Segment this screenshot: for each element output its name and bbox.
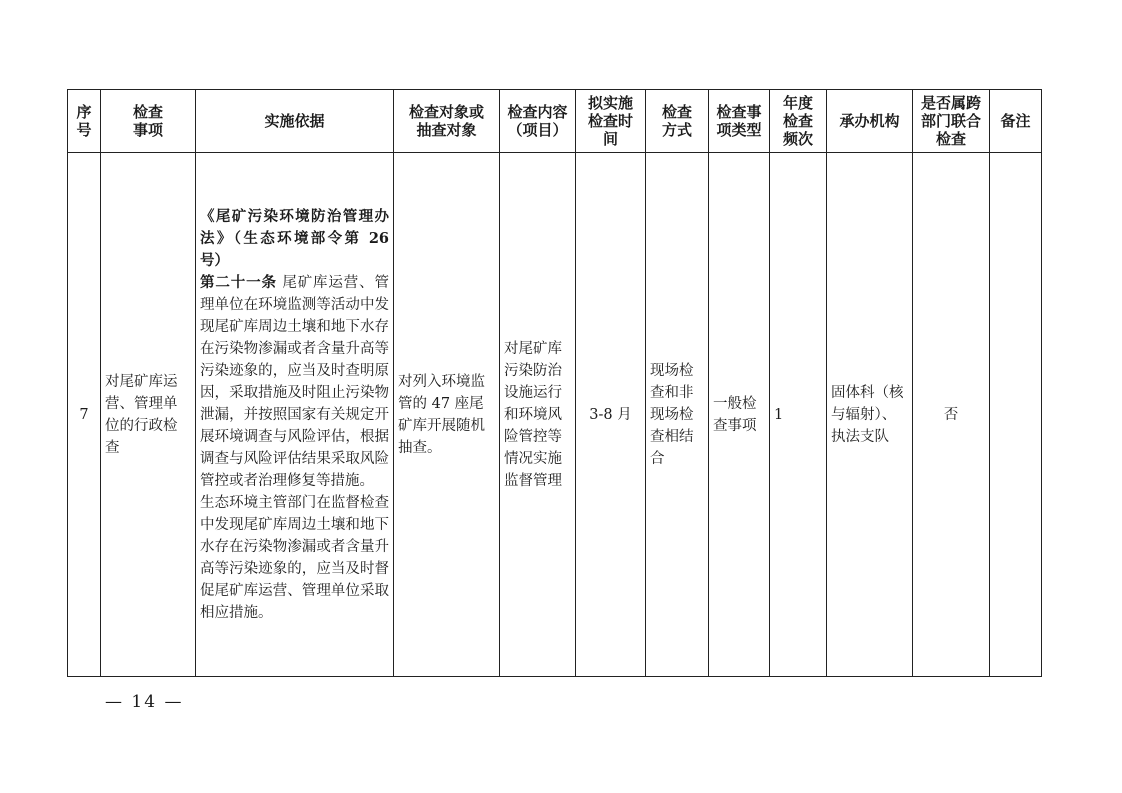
cell-item: 对尾矿库运营、管理单位的行政检查 xyxy=(101,153,196,677)
table-row xyxy=(68,153,1042,677)
cell-note xyxy=(990,153,1042,677)
cell-freq: 1 xyxy=(770,153,827,677)
basis-article xyxy=(200,272,389,492)
header-seq: 序 号 xyxy=(68,90,101,153)
basis-paragraph2: 生态环境主管部门在监督检查中发现尾矿库周边土壤和地下水存在污染物渗漏或者含量升高等污染迹象的，应当及时督促尾矿库运营、管理单位采取相应措施。 xyxy=(200,494,389,621)
header-row xyxy=(68,90,1042,153)
cell-type: 一般检查事项 xyxy=(709,153,770,677)
cell-seq: 7 xyxy=(68,153,101,677)
header-item: 检查 事项 xyxy=(101,90,196,153)
basis-title: 《尾矿污染环境防治管理办法》（生态环境部令第 26 号） xyxy=(200,207,389,269)
header-freq: 年度 检查 频次 xyxy=(770,90,827,153)
cell-content: 对尾矿库污染防治设施运行和环境风险管控等情况实施监督管理 xyxy=(500,153,576,677)
header-basis: 实施依据 xyxy=(196,90,394,153)
header-method: 检查 方式 xyxy=(646,90,709,153)
cell-basis xyxy=(196,153,394,677)
header-joint: 是否属跨 部门联合 检查 xyxy=(913,90,990,153)
header-time: 拟实施 检查时 间 xyxy=(576,90,646,153)
page-number: — 14 — xyxy=(105,692,184,712)
header-type: 检查事 项类型 xyxy=(709,90,770,153)
header-org: 承办机构 xyxy=(827,90,913,153)
cell-time: 3-8 月 xyxy=(576,153,646,677)
cell-method: 现场检查和非现场检查相结合 xyxy=(646,153,709,677)
inspection-table xyxy=(67,89,1042,677)
cell-org: 固体科（核与辐射）、执法支队 xyxy=(827,153,913,677)
header-note: 备注 xyxy=(990,90,1042,153)
header-object: 检查对象或 抽查对象 xyxy=(394,90,500,153)
basis-article-text: 尾矿库运营、管理单位在环境监测等活动中发现尾矿库周边土壤和地下水存在污染物渗漏或者含量升高等污染迹象的，应当及时查明原因，采取措施及时阻止污染物泄漏，并按照国家有关规定开展环境调查与风险评估，根据调查与风险评估结果采取风险管控或者治理修复等措施。 xyxy=(200,274,390,489)
cell-object: 对列入环境监管的 47 座尾矿库开展随机抽查。 xyxy=(394,153,500,677)
basis-article-label: 第二十一条 xyxy=(200,273,277,291)
header-content: 检查内容 （项目） xyxy=(500,90,576,153)
cell-joint: 否 xyxy=(913,153,990,677)
